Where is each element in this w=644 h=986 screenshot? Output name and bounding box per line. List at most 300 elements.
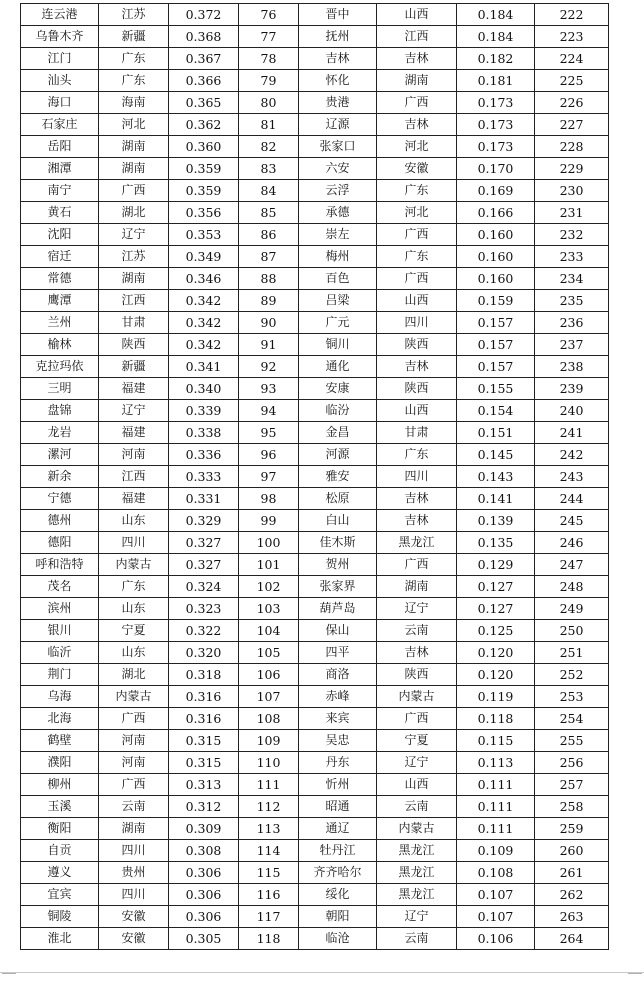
- table-cell-rank-value: 106: [239, 664, 299, 686]
- table-cell-score-value: 0.333: [169, 466, 239, 488]
- table-cell-score-value: 0.106: [457, 928, 535, 950]
- table-cell-rank-value: 107: [239, 686, 299, 708]
- table-cell-province-name: 四川: [377, 466, 457, 488]
- table-cell-score-value: 0.305: [169, 928, 239, 950]
- table-cell-province-name: 河南: [99, 444, 169, 466]
- table-cell-score-value: 0.181: [457, 70, 535, 92]
- table-cell-province-name: 吉林: [377, 510, 457, 532]
- table-cell-score-value: 0.340: [169, 378, 239, 400]
- table-cell-city-name: 鹤壁: [21, 730, 99, 752]
- table-cell-rank-value: 89: [239, 290, 299, 312]
- table-cell-city-name: 乌海: [21, 686, 99, 708]
- table-cell-province-name: 吉林: [377, 488, 457, 510]
- table-cell-rank-value: 90: [239, 312, 299, 334]
- table-cell-province-name: 云南: [377, 796, 457, 818]
- table-cell-province-name: 山西: [377, 774, 457, 796]
- table-cell-score-value: 0.139: [457, 510, 535, 532]
- table-cell-province-name: 江西: [99, 466, 169, 488]
- table-cell-city-name: 临汾: [299, 400, 377, 422]
- table-cell-city-name: 牡丹江: [299, 840, 377, 862]
- table-cell-province-name: 山西: [377, 290, 457, 312]
- table-cell-province-name: 陕西: [99, 334, 169, 356]
- table-cell-score-value: 0.327: [169, 532, 239, 554]
- table-cell-score-value: 0.120: [457, 642, 535, 664]
- table-cell-province-name: 广东: [99, 48, 169, 70]
- table-cell-score-value: 0.368: [169, 26, 239, 48]
- table-cell-city-name: 佳木斯: [299, 532, 377, 554]
- table-row: [21, 708, 609, 730]
- table-row: [21, 422, 609, 444]
- table-cell-rank-value: 108: [239, 708, 299, 730]
- table-cell-rank-value: 228: [535, 136, 609, 158]
- table-cell-score-value: 0.306: [169, 906, 239, 928]
- table-cell-province-name: 广西: [377, 554, 457, 576]
- table-cell-province-name: 新疆: [99, 356, 169, 378]
- table-cell-province-name: 河北: [99, 114, 169, 136]
- table-row: [21, 884, 609, 906]
- table-row: [21, 114, 609, 136]
- table-cell-rank-value: 78: [239, 48, 299, 70]
- table-cell-city-name: 鹰潭: [21, 290, 99, 312]
- table-cell-province-name: 山西: [377, 400, 457, 422]
- table-cell-city-name: 岳阳: [21, 136, 99, 158]
- table-cell-score-value: 0.365: [169, 92, 239, 114]
- table-cell-province-name: 云南: [377, 620, 457, 642]
- table-cell-rank-value: 245: [535, 510, 609, 532]
- table-cell-province-name: 广西: [99, 180, 169, 202]
- table-cell-score-value: 0.154: [457, 400, 535, 422]
- table-cell-rank-value: 224: [535, 48, 609, 70]
- table-cell-rank-value: 111: [239, 774, 299, 796]
- table-cell-rank-value: 76: [239, 4, 299, 26]
- table-cell-score-value: 0.306: [169, 884, 239, 906]
- table-cell-city-name: 松原: [299, 488, 377, 510]
- table-row: [21, 444, 609, 466]
- table-cell-province-name: 湖南: [99, 136, 169, 158]
- table-cell-province-name: 云南: [377, 928, 457, 950]
- table-cell-city-name: 龙岩: [21, 422, 99, 444]
- table-cell-rank-value: 116: [239, 884, 299, 906]
- table-cell-city-name: 昭通: [299, 796, 377, 818]
- table-cell-rank-value: 264: [535, 928, 609, 950]
- table-cell-score-value: 0.151: [457, 422, 535, 444]
- table-cell-city-name: 吕梁: [299, 290, 377, 312]
- table-row: [21, 576, 609, 598]
- table-cell-province-name: 河南: [99, 752, 169, 774]
- table-cell-city-name: 广元: [299, 312, 377, 334]
- table-cell-score-value: 0.160: [457, 268, 535, 290]
- table-cell-city-name: 铜川: [299, 334, 377, 356]
- table-cell-city-name: 濮阳: [21, 752, 99, 774]
- table-cell-city-name: 崇左: [299, 224, 377, 246]
- table-cell-score-value: 0.315: [169, 730, 239, 752]
- table-cell-city-name: 绥化: [299, 884, 377, 906]
- table-cell-rank-value: 255: [535, 730, 609, 752]
- table-cell-score-value: 0.360: [169, 136, 239, 158]
- table-cell-score-value: 0.313: [169, 774, 239, 796]
- table-cell-score-value: 0.120: [457, 664, 535, 686]
- table-cell-rank-value: 235: [535, 290, 609, 312]
- table-cell-province-name: 安徽: [377, 158, 457, 180]
- table-cell-province-name: 安徽: [99, 906, 169, 928]
- table-cell-score-value: 0.184: [457, 4, 535, 26]
- table-cell-score-value: 0.115: [457, 730, 535, 752]
- table-cell-province-name: 山西: [377, 4, 457, 26]
- table-cell-score-value: 0.166: [457, 202, 535, 224]
- table-cell-province-name: 广东: [377, 246, 457, 268]
- table-cell-city-name: 黄石: [21, 202, 99, 224]
- table-cell-rank-value: 113: [239, 818, 299, 840]
- table-cell-city-name: 德州: [21, 510, 99, 532]
- table-cell-province-name: 内蒙古: [99, 686, 169, 708]
- table-cell-province-name: 海南: [99, 92, 169, 114]
- table-cell-rank-value: 233: [535, 246, 609, 268]
- table-cell-city-name: 常德: [21, 268, 99, 290]
- table-row: [21, 598, 609, 620]
- table-row: [21, 48, 609, 70]
- table-cell-rank-value: 230: [535, 180, 609, 202]
- table-cell-score-value: 0.111: [457, 818, 535, 840]
- table-cell-province-name: 陕西: [377, 378, 457, 400]
- table-cell-province-name: 四川: [99, 532, 169, 554]
- table-cell-city-name: 安康: [299, 378, 377, 400]
- table-cell-rank-value: 257: [535, 774, 609, 796]
- table-cell-province-name: 黑龙江: [377, 532, 457, 554]
- table-cell-province-name: 江西: [99, 290, 169, 312]
- table-cell-score-value: 0.173: [457, 92, 535, 114]
- table-row: [21, 400, 609, 422]
- table-cell-city-name: 朝阳: [299, 906, 377, 928]
- table-cell-rank-value: 118: [239, 928, 299, 950]
- table-cell-province-name: 内蒙古: [99, 554, 169, 576]
- table-row: [21, 136, 609, 158]
- table-cell-rank-value: 246: [535, 532, 609, 554]
- table-cell-rank-value: 87: [239, 246, 299, 268]
- table-cell-province-name: 河北: [377, 136, 457, 158]
- table-cell-province-name: 江西: [377, 26, 457, 48]
- table-cell-province-name: 湖南: [99, 158, 169, 180]
- table-cell-province-name: 广东: [99, 70, 169, 92]
- table-cell-score-value: 0.155: [457, 378, 535, 400]
- table-cell-score-value: 0.160: [457, 224, 535, 246]
- table-cell-province-name: 四川: [377, 312, 457, 334]
- table-cell-city-name: 湘潭: [21, 158, 99, 180]
- table-cell-province-name: 甘肃: [99, 312, 169, 334]
- table-cell-province-name: 山东: [99, 642, 169, 664]
- table-cell-city-name: 临沧: [299, 928, 377, 950]
- table-cell-score-value: 0.129: [457, 554, 535, 576]
- table-row: [21, 620, 609, 642]
- table-cell-score-value: 0.323: [169, 598, 239, 620]
- table-cell-score-value: 0.108: [457, 862, 535, 884]
- table-cell-city-name: 衡阳: [21, 818, 99, 840]
- table-cell-score-value: 0.362: [169, 114, 239, 136]
- table-cell-city-name: 保山: [299, 620, 377, 642]
- table-cell-city-name: 四平: [299, 642, 377, 664]
- table-cell-score-value: 0.308: [169, 840, 239, 862]
- table-cell-province-name: 福建: [99, 422, 169, 444]
- table-row: [21, 532, 609, 554]
- table-cell-rank-value: 98: [239, 488, 299, 510]
- table-cell-score-value: 0.127: [457, 576, 535, 598]
- table-cell-rank-value: 79: [239, 70, 299, 92]
- table-cell-city-name: 梅州: [299, 246, 377, 268]
- table-cell-city-name: 克拉玛依: [21, 356, 99, 378]
- table-cell-rank-value: 97: [239, 466, 299, 488]
- table-cell-province-name: 湖南: [99, 268, 169, 290]
- table-cell-rank-value: 109: [239, 730, 299, 752]
- table-cell-city-name: 汕头: [21, 70, 99, 92]
- table-row: [21, 466, 609, 488]
- table-cell-city-name: 白山: [299, 510, 377, 532]
- table-cell-rank-value: 254: [535, 708, 609, 730]
- table-row: [21, 554, 609, 576]
- table-cell-rank-value: 83: [239, 158, 299, 180]
- table-row: [21, 92, 609, 114]
- table-row: [21, 4, 609, 26]
- table-row: [21, 488, 609, 510]
- table-cell-score-value: 0.320: [169, 642, 239, 664]
- table-cell-score-value: 0.107: [457, 906, 535, 928]
- table-cell-city-name: 南宁: [21, 180, 99, 202]
- table-cell-score-value: 0.349: [169, 246, 239, 268]
- table-cell-rank-value: 93: [239, 378, 299, 400]
- table-cell-score-value: 0.145: [457, 444, 535, 466]
- table-cell-province-name: 辽宁: [377, 752, 457, 774]
- table-cell-city-name: 北海: [21, 708, 99, 730]
- table-cell-province-name: 山东: [99, 598, 169, 620]
- table-cell-city-name: 云浮: [299, 180, 377, 202]
- table-cell-city-name: 盘锦: [21, 400, 99, 422]
- table-cell-city-name: 忻州: [299, 774, 377, 796]
- table-cell-city-name: 吉林: [299, 48, 377, 70]
- table-cell-province-name: 陕西: [377, 334, 457, 356]
- table-cell-province-name: 广西: [377, 92, 457, 114]
- table-row: [21, 840, 609, 862]
- table-cell-province-name: 新疆: [99, 26, 169, 48]
- table-cell-rank-value: 117: [239, 906, 299, 928]
- table-row: [21, 730, 609, 752]
- table-cell-score-value: 0.135: [457, 532, 535, 554]
- table-cell-city-name: 丹东: [299, 752, 377, 774]
- table-cell-province-name: 广西: [377, 224, 457, 246]
- table-cell-rank-value: 229: [535, 158, 609, 180]
- table-cell-score-value: 0.329: [169, 510, 239, 532]
- table-cell-rank-value: 105: [239, 642, 299, 664]
- table-cell-score-value: 0.157: [457, 356, 535, 378]
- table-cell-city-name: 石家庄: [21, 114, 99, 136]
- table-cell-city-name: 铜陵: [21, 906, 99, 928]
- table-cell-rank-value: 101: [239, 554, 299, 576]
- table-cell-city-name: 通化: [299, 356, 377, 378]
- table-cell-city-name: 三明: [21, 378, 99, 400]
- table-cell-city-name: 晋中: [299, 4, 377, 26]
- table-cell-city-name: 辽源: [299, 114, 377, 136]
- table-cell-rank-value: 260: [535, 840, 609, 862]
- table-cell-rank-value: 96: [239, 444, 299, 466]
- table-cell-city-name: 玉溪: [21, 796, 99, 818]
- table-cell-score-value: 0.159: [457, 290, 535, 312]
- table-cell-score-value: 0.141: [457, 488, 535, 510]
- table-cell-province-name: 内蒙古: [377, 686, 457, 708]
- table-cell-city-name: 贺州: [299, 554, 377, 576]
- table-cell-rank-value: 225: [535, 70, 609, 92]
- table-cell-city-name: 宜宾: [21, 884, 99, 906]
- table-cell-city-name: 张家口: [299, 136, 377, 158]
- table-cell-province-name: 广东: [99, 576, 169, 598]
- table-cell-rank-value: 227: [535, 114, 609, 136]
- table-cell-province-name: 江苏: [99, 246, 169, 268]
- table-cell-province-name: 湖北: [99, 202, 169, 224]
- table-cell-score-value: 0.356: [169, 202, 239, 224]
- table-row: [21, 796, 609, 818]
- table-cell-rank-value: 236: [535, 312, 609, 334]
- table-cell-city-name: 齐齐哈尔: [299, 862, 377, 884]
- table-cell-province-name: 河北: [377, 202, 457, 224]
- table-cell-rank-value: 247: [535, 554, 609, 576]
- table-cell-city-name: 连云港: [21, 4, 99, 26]
- table-cell-province-name: 山东: [99, 510, 169, 532]
- table-row: [21, 752, 609, 774]
- table-cell-city-name: 宁德: [21, 488, 99, 510]
- table-cell-rank-value: 252: [535, 664, 609, 686]
- table-cell-province-name: 吉林: [377, 48, 457, 70]
- table-cell-city-name: 沈阳: [21, 224, 99, 246]
- table-cell-city-name: 张家界: [299, 576, 377, 598]
- table-row: [21, 158, 609, 180]
- table-row: [21, 862, 609, 884]
- table-cell-city-name: 呼和浩特: [21, 554, 99, 576]
- table-cell-score-value: 0.184: [457, 26, 535, 48]
- table-cell-rank-value: 115: [239, 862, 299, 884]
- table-body: [21, 4, 609, 950]
- table-cell-score-value: 0.312: [169, 796, 239, 818]
- table-row: [21, 774, 609, 796]
- table-cell-rank-value: 231: [535, 202, 609, 224]
- table-cell-province-name: 江苏: [99, 4, 169, 26]
- table-cell-score-value: 0.113: [457, 752, 535, 774]
- table-cell-city-name: 新余: [21, 466, 99, 488]
- table-cell-rank-value: 232: [535, 224, 609, 246]
- table-cell-score-value: 0.339: [169, 400, 239, 422]
- table-cell-rank-value: 234: [535, 268, 609, 290]
- table-cell-score-value: 0.338: [169, 422, 239, 444]
- table-cell-province-name: 宁夏: [377, 730, 457, 752]
- table-cell-score-value: 0.359: [169, 180, 239, 202]
- table-cell-province-name: 黑龙江: [377, 840, 457, 862]
- table-cell-city-name: 百色: [299, 268, 377, 290]
- table-cell-score-value: 0.143: [457, 466, 535, 488]
- table-cell-city-name: 漯河: [21, 444, 99, 466]
- table-row: [21, 268, 609, 290]
- table-row: [21, 356, 609, 378]
- table-row: [21, 510, 609, 532]
- table-cell-score-value: 0.160: [457, 246, 535, 268]
- table-row: [21, 180, 609, 202]
- table-row: [21, 378, 609, 400]
- table-cell-city-name: 榆林: [21, 334, 99, 356]
- table-cell-province-name: 安徽: [99, 928, 169, 950]
- table-cell-province-name: 吉林: [377, 356, 457, 378]
- table-cell-city-name: 六安: [299, 158, 377, 180]
- table-cell-rank-value: 95: [239, 422, 299, 444]
- table-cell-city-name: 河源: [299, 444, 377, 466]
- table-cell-score-value: 0.346: [169, 268, 239, 290]
- table-cell-rank-value: 85: [239, 202, 299, 224]
- table-cell-province-name: 云南: [99, 796, 169, 818]
- table-cell-city-name: 滨州: [21, 598, 99, 620]
- table-cell-score-value: 0.342: [169, 312, 239, 334]
- table-cell-rank-value: 259: [535, 818, 609, 840]
- table-cell-city-name: 商洛: [299, 664, 377, 686]
- table-cell-score-value: 0.372: [169, 4, 239, 26]
- table-cell-rank-value: 262: [535, 884, 609, 906]
- table-cell-city-name: 淮北: [21, 928, 99, 950]
- table-cell-score-value: 0.327: [169, 554, 239, 576]
- table-cell-score-value: 0.341: [169, 356, 239, 378]
- table-cell-province-name: 湖南: [377, 576, 457, 598]
- table-row: [21, 334, 609, 356]
- table-cell-province-name: 四川: [99, 884, 169, 906]
- table-cell-province-name: 广西: [377, 268, 457, 290]
- table-cell-rank-value: 249: [535, 598, 609, 620]
- table-cell-score-value: 0.318: [169, 664, 239, 686]
- table-cell-city-name: 临沂: [21, 642, 99, 664]
- table-cell-city-name: 雅安: [299, 466, 377, 488]
- table-cell-score-value: 0.173: [457, 114, 535, 136]
- table-cell-city-name: 海口: [21, 92, 99, 114]
- table-cell-city-name: 承德: [299, 202, 377, 224]
- table-cell-rank-value: 100: [239, 532, 299, 554]
- table-cell-score-value: 0.342: [169, 334, 239, 356]
- table-row: [21, 312, 609, 334]
- table-cell-city-name: 茂名: [21, 576, 99, 598]
- table-cell-rank-value: 110: [239, 752, 299, 774]
- table-cell-score-value: 0.107: [457, 884, 535, 906]
- table-cell-rank-value: 222: [535, 4, 609, 26]
- table-row: [21, 290, 609, 312]
- table-cell-city-name: 怀化: [299, 70, 377, 92]
- table-cell-score-value: 0.353: [169, 224, 239, 246]
- table-cell-city-name: 赤峰: [299, 686, 377, 708]
- table-row: [21, 246, 609, 268]
- table-cell-score-value: 0.367: [169, 48, 239, 70]
- table-cell-score-value: 0.336: [169, 444, 239, 466]
- table-cell-rank-value: 103: [239, 598, 299, 620]
- table-cell-province-name: 黑龙江: [377, 884, 457, 906]
- table-cell-rank-value: 102: [239, 576, 299, 598]
- table-cell-rank-value: 114: [239, 840, 299, 862]
- table-cell-province-name: 吉林: [377, 642, 457, 664]
- table-cell-province-name: 广西: [99, 774, 169, 796]
- table-cell-score-value: 0.111: [457, 796, 535, 818]
- table-cell-rank-value: 80: [239, 92, 299, 114]
- table-row: [21, 686, 609, 708]
- table-cell-rank-value: 263: [535, 906, 609, 928]
- table-cell-city-name: 抚州: [299, 26, 377, 48]
- page-bottom-edge: [0, 972, 644, 973]
- table-cell-rank-value: 112: [239, 796, 299, 818]
- table-cell-rank-value: 239: [535, 378, 609, 400]
- table-cell-province-name: 辽宁: [99, 224, 169, 246]
- table-row: [21, 818, 609, 840]
- table-cell-city-name: 葫芦岛: [299, 598, 377, 620]
- table-cell-city-name: 银川: [21, 620, 99, 642]
- table-cell-city-name: 来宾: [299, 708, 377, 730]
- table-cell-province-name: 广西: [377, 708, 457, 730]
- table-row: [21, 202, 609, 224]
- table-cell-city-name: 宿迁: [21, 246, 99, 268]
